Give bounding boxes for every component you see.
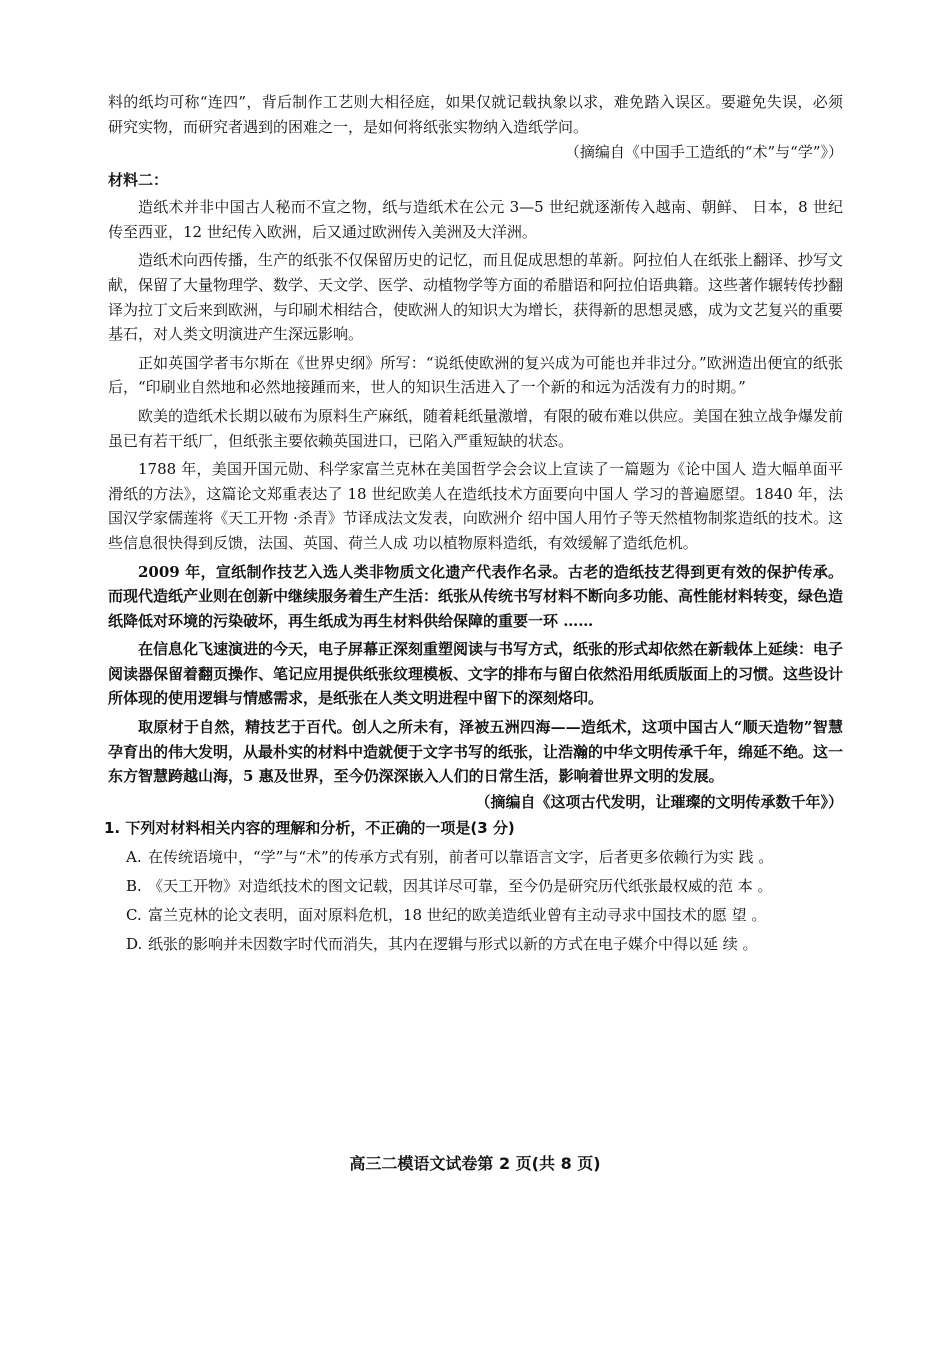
material-2-paragraph-2: 造纸术向西传播，生产的纸张不仅保留历史的记忆，而且促成思想的革新。阿拉伯人在纸张上翻译、抄写文献，保留了大量物理学、数学、天文学、医学、动植物学等方面的希腊语和阿拉伯语典籍。这些著作辗转传抄翻译为拉丁文后来到欧洲，与印刷术相结合，使欧洲人的知识大为增长，获得新的思想灵感，成为文艺复兴的重要基石，对人类文明演进产生深远影响。 <box>108 251 844 344</box>
option-letter: C. <box>126 905 142 924</box>
question-1-stem: 1. 下列对材料相关内容的理解和分析，不正确的一项是(3 分) <box>104 818 515 837</box>
exam-page <box>104 90 844 961</box>
material-2-paragraph-3: 正如英国学者韦尔斯在《世界史纲》所写：“说纸使欧洲的复兴成为可能也并非过分。”欧洲造出便宜的纸张后，“印刷业自然地和必然地接踵而来，世人的知识生活进入了一个新的和远为活泼有力的时期。” <box>108 353 843 397</box>
material-2-paragraph-1: 造纸术并非中国古人秘而不宣之物，纸与造纸术在公元 3—5 世纪就逐渐传入越南、朝鲜、 日本，8 世纪传至西亚，12 世纪传入欧洲，后又通过欧洲传入美洲及大洋洲。 <box>108 198 843 241</box>
option-letter: A. <box>126 847 142 866</box>
intro-paragraph: 料的纸均可称“连四”，背后制作工艺则大相径庭，如果仅就记载执象以求，难免踏入误区。要避免失误，必须研究实物，而研究者遇到的困难之一，是如何将纸张实物纳入造纸学问。 <box>108 93 843 136</box>
material-2-paragraph-5: 1788 年，美国开国元勋、科学家富兰克林在美国哲学会会议上宣读了一篇题为《论中国人 造大幅单面平滑纸的方法》，这篇论文郑重表达了 18 世纪欧美人在造纸技术方面要向中国人 学习的普遍愿望。1840 年，法国汉学家儒莲将《天工开物 ·杀青》节译成法文发表，向欧洲介 绍中国人用竹子等天然植物制浆造纸的技术。这些信息很快得到反馈，法国、英国、荷兰人成 功以植物原料造纸，有效缓解了造纸危机。 <box>108 460 843 552</box>
question-1-option-c <box>126 903 843 927</box>
option-letter: D. <box>126 934 143 953</box>
material-2-bold-paragraph-2: 在信息化飞速演进的今天，电子屏幕正深刻重塑阅读与书写方式，纸张的形式却依然在新载体上延续：电子阅读器保留着翻页操作、笔记应用提供纸张纹理模板、文字的排布与留白依然沿用纸质版面上的习惯。这些设计所体现的使用逻辑与情感需求，是纸张在人类文明进程中留下的深刻烙印。 <box>108 640 844 708</box>
option-text: 在传统语境中，“学”与“术”的传承方式有别，前者可以靠语言文字，后者更多依赖行为实 践 。 <box>148 847 774 866</box>
material-2-bold-paragraph-3: 取原材于自然，精技艺于百代。创人之所未有，泽被五洲四海——造纸术，这项中国古人“顺天造物”智慧孕育出的伟大发明，从最朴实的材料中造就便于文字书写的纸张，让浩瀚的中华文明传承千年，绵延不绝。这一东方智慧跨越山海，5 惠及世界，至今仍深深嵌入人们的日常生活，影响着世界文明的发展。 <box>108 718 844 786</box>
option-text: 《天工开物》对造纸技术的图文记载，因其详尽可靠，至今仍是研究历代纸张最权威的范 本 。 <box>148 876 773 895</box>
option-text: 富兰克林的论文表明，面对原料危机，18 世纪的欧美造纸业曾有主动寻求中国技术的愿 望 。 <box>148 905 767 924</box>
option-letter: B. <box>126 876 142 895</box>
intro-source: （摘编自《中国手工造纸的“术”与“学”》） <box>564 143 843 162</box>
option-text: 纸张的影响并未因数字时代而消失，其内在逻辑与形式以新的方式在电子媒介中得以延 续 。 <box>148 934 758 953</box>
question-1-option-b <box>126 874 843 898</box>
question-1-option-a <box>126 845 843 869</box>
material-2-bold-paragraph-1: 2009 年，宣纸制作技艺入选人类非物质文化遗产代表作名录。古老的造纸技艺得到更有效的保护传承。而现代造纸产业则在创新中继续服务着生产生活：纸张从传统书写材料不断向多功能、高性能材料转变，绿色造纸降低对环境的污染破坏，再生纸成为再生材料供给保障的重要一环 …… <box>108 562 844 630</box>
material-2-source: （摘编自《这项古代发明，让璀璨的文明传承数千年》） <box>475 792 843 811</box>
question-1-option-d <box>126 932 843 956</box>
material-2-paragraph-4: 欧美的造纸术长期以破布为原料生产麻纸，随着耗纸量激增，有限的破布难以供应。美国在独立战争爆发前虽已有若干纸厂，但纸张主要依赖英国进口，已陷入严重短缺的状态。 <box>108 406 844 450</box>
material-2-label: 材料二： <box>108 171 169 190</box>
page-footer: 高三二模语文试卷第 2 页(共 8 页) <box>349 1154 601 1173</box>
